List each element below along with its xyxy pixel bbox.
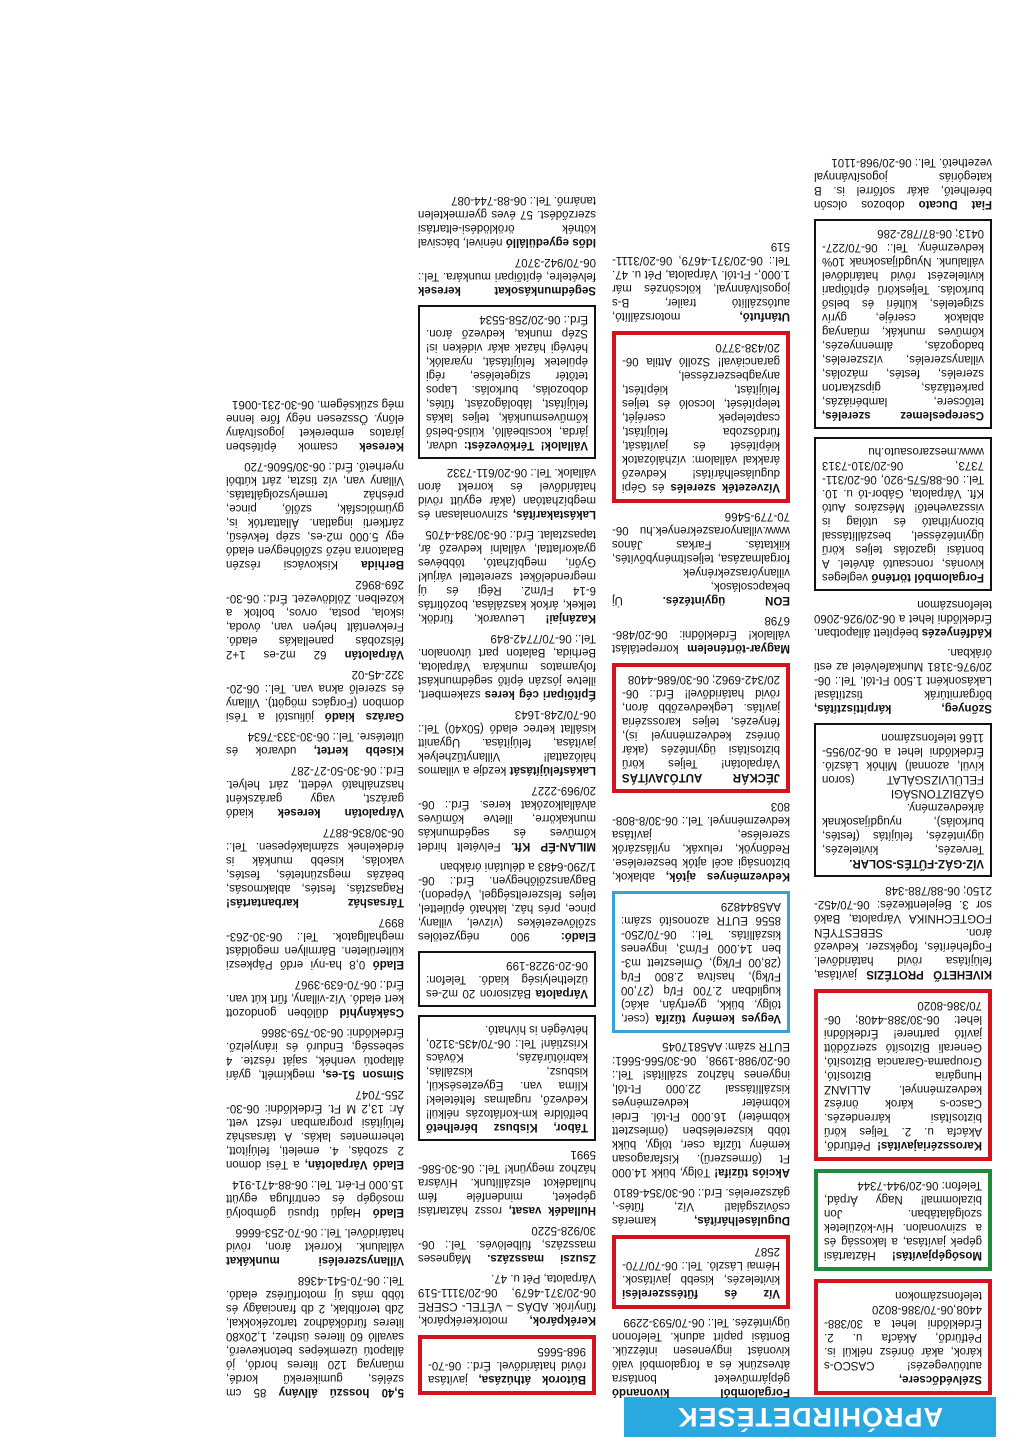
ad-body: felvételre, építőipari munkára. Tel.: 06-70/942-3707 <box>418 256 596 282</box>
ad-body: Bázisoron 20 m2-es üzlethelyiség kiadó. Telefon: 06-20-9228-199 <box>426 959 588 999</box>
classified-ad <box>226 1025 404 1081</box>
ad-body: Pétfürdő, Akácfa u. 2. Teljes körű biztosítási kárrendezés. Casco-s károk önrész kedvezménnyel. ALLIANZ Hungária Biztosító, Groupama-Garancia Biztosító, Generali Biztosító szerződött javító partnere! Érdeklődni lehet: 06-30/388-4408; 06-70/386-8020 <box>824 999 982 1151</box>
ad-title: Villanyszerelési munkákat <box>226 1254 404 1266</box>
ad-body: Ragasztás, festés, ablakmosás, beázás megszüntetés, festés, vakolás, kisebb munkák is érdekelnek számlaképesen. Tel.: 06-30/836-8877 <box>226 826 404 894</box>
ad-text <box>418 1271 596 1327</box>
ad-body: udvar, járda, kocsibeálló, külső-belső kőművesmunkák, teljes lakás felújítást, lábolágozást, fűtés, dobozolás, burkolás. Lapos tetőtér szigetelése, régi épületek felújítását, nyaralók, hétvégi házak akár vidéken is! Szép munka, kedvező áron. Érd.: 06-20/258-5534 <box>426 313 588 451</box>
ad-title: Szőnyeg, kárpittisztítás, <box>814 702 992 714</box>
boxed-classified-ad <box>814 437 992 591</box>
ad-text <box>814 155 992 211</box>
ad-body: motorkerékpárok, fűnyírók. ADÁS – VÉTEL- CSERE 06-20/371-4679, 06-20/3111-519 Várpalota, Pét u. 47. <box>418 1272 596 1326</box>
boxed-classified-ad <box>612 331 790 503</box>
ad-title: Keresek <box>359 440 404 452</box>
ad-column-1 <box>814 149 992 1399</box>
classified-ad <box>226 763 404 819</box>
ad-title: Utánfutó, <box>739 310 790 322</box>
ad-title: Vegyes kemény tűzifa <box>655 1012 781 1024</box>
ad-column-4 <box>226 391 404 1399</box>
ad-text <box>428 1344 586 1386</box>
ad-title: MILAN-ÉP Kft. <box>511 840 596 852</box>
classified-ad <box>226 459 404 571</box>
ad-title: Csákányhíd <box>339 1006 404 1018</box>
classified-ad <box>612 239 790 323</box>
ad-title: Akciós tűzifa! <box>714 1166 790 1178</box>
ad-text <box>418 527 596 625</box>
ad-title: Tábor, Kisbusz bérelhető <box>426 1121 588 1133</box>
classified-ad <box>612 509 790 607</box>
ad-text <box>226 397 404 453</box>
classified-ad <box>226 667 404 723</box>
ad-text <box>226 1025 404 1081</box>
ad-title: Lakásfelújítását <box>509 764 596 776</box>
ad-text <box>418 1147 596 1217</box>
classified-ad <box>226 1177 404 1219</box>
ad-body: vállalunk. Korrekt áron, rövid határidővel. Tel.: 06-70-253-6666 <box>226 1226 404 1252</box>
ad-text <box>612 1039 790 1179</box>
ad-body: javítása, felújítása rövid határidővel. Fogfehérítés, fogékszer. Kedvező áron. SEBESTYÉN FOGTECHNIKA Várpalota, Bakó sor 3. Bejelentkezés: 06-70/452-2150; 06-88/788-348 <box>814 884 992 980</box>
ad-body: megkímélt, gyári állapotú venhék, saját részte. 4 sebesség, Enduró és irányjelző. Érdeklődni: 06-30-759-3866 <box>225 1026 404 1080</box>
boxed-classified-ad <box>418 951 596 1007</box>
ad-title: Mosógépjavítás! <box>891 1249 982 1261</box>
classified-ad <box>418 707 596 777</box>
ad-text <box>612 799 790 883</box>
ad-title: Bútorok áthúzása, <box>478 1373 586 1385</box>
ad-text <box>426 1022 588 1134</box>
ad-body: dobozos olcsón bérelhető, akár sofőrrel is. B kategóriás jogosítvánnyal vezethető. Tel.: 06-20/968-1101 <box>814 156 992 210</box>
ad-body: (cser, tölgy, bükk, gyertyán, akác) kuglidban 2.700 Ft/q (27,00 Ft/kg), hasítva 2.800 Ft/q (28,00 Ft/kg), Ömlesztett m3-ben 14.000 Ft/m3, ingyenes kiszállítás. Tel.: 06-70/250-8556 EUTR azonosító szám: AA5844829 <box>621 900 781 1024</box>
ad-text <box>612 239 790 323</box>
ad-text <box>226 1225 404 1267</box>
boxed-classified-ad <box>814 723 992 877</box>
ad-title: 5,40 hosszú állvány <box>278 1386 404 1398</box>
ad-body: a Tési domon 2 szobás, 4. emeleti, felújított, tehermentes lakás. A társasház felújítási programban részt vett. Ár: 13,2 M Ft. Érdeklődni: 06-30-255-7047 <box>226 1088 404 1170</box>
boxed-classified-ad <box>418 305 596 459</box>
ad-body: Hajdú típusú gőmbolyű mosógép és centrifuga együtt 15.000 Ft-ért. Tel.: 06-88-471-914 <box>226 1178 404 1218</box>
ad-title: Forgalomból kivonandó <box>612 1386 790 1398</box>
ad-body: kiadó garázst, vagy garázsként használható védett, zárt helyet. Erd.: 06-30-50-27-287 <box>226 764 404 818</box>
boxed-classified-ad <box>814 989 992 1161</box>
ad-body: beépített állapotban. Érdeklődni lehet a 06-20/926-2060 telefonszámon <box>814 598 992 638</box>
ad-body: belföldre km-korlátozás nélkül! Kedvező, rugalmas feltételek! Klíma van. Egyezteséskül, kisbusz, kiszállás, kabriótúrázás, Kövács Krisztián! Tel.: 06-70/435-3120, hétvégén is hívható. <box>426 1023 588 1119</box>
ad-text <box>226 667 404 723</box>
boxed-classified-ad <box>418 1015 596 1141</box>
ad-text <box>612 509 790 607</box>
ad-body: bőrgarnitúrák tisztítása! Lakásonként 1.500 Ft-tól. Tel.: 06-20/976-3181 Munkafelvétel az esti órákban. <box>814 646 992 700</box>
ad-title: JÉCKÁR AUTÓJAVÍTÁS <box>622 771 780 783</box>
ad-text <box>612 613 790 655</box>
boxed-classified-ad <box>612 1235 790 1309</box>
ad-column-2 <box>612 233 790 1399</box>
ad-body: vegleges kivonás, roncsautó átvétel. A bontási igazolás teljes körű ügyintézéssel, beszállítással bizonyítható és utólag is visszavehető! Mészáros Autó Kft. Várpalota, Gábor-tó u. 10. Tel.: 06-88/575-920, 06-20/311-7373, 06-20/310-7313 www.meszarosauto.hu <box>821 445 984 583</box>
ad-text <box>226 825 404 909</box>
classified-ad <box>226 397 404 453</box>
ad-title: Építőipari cég keres <box>484 688 596 700</box>
ad-text <box>824 1288 982 1386</box>
ad-title: Várpalotán keresek <box>277 806 404 818</box>
ad-text <box>824 1178 982 1262</box>
ad-body: Új bekapcsolások, villanyóraszekrények forgalmazása, teljesítménybővítés, kiiktatás. Farkas János www.villanyoraszekrenyek.hu 06-70-779-5466 <box>612 510 790 606</box>
ad-text <box>822 226 984 422</box>
ad-text <box>814 597 992 639</box>
ad-title: Kerékpárok, <box>529 1314 596 1326</box>
ad-body: csamok építésben járatos embereket jogosítvány előny. Összesen négy főre lenne még szükségem. 06-30-231-0061 <box>226 398 404 452</box>
ad-body: kamerás csővizsgálat! Víz, fűtés-, gázszerelés. Erd.: 06-30/354-6810 <box>612 1186 790 1226</box>
ad-text <box>226 763 404 819</box>
ad-title: Fiat Ducato <box>918 198 992 210</box>
ad-text <box>622 672 780 784</box>
classified-ad <box>418 783 596 853</box>
classified-ad <box>226 729 404 757</box>
ad-text <box>622 340 780 494</box>
ad-body: Felvételt hirdet kőműves és segédmunkás munkakörre, illetve kőműves alvállalkozókat keres. Érd.: 06-20/969-2227 <box>418 784 596 852</box>
classified-ad <box>226 577 404 661</box>
ad-body: 85 cm szélés, gumikerekű kordé, műanyag 120 literes hordó, jó állapotú üzemképes betonkeverő, savalló 60 literes üsthez, 1,20x80 literes fürdőkádhoz tartozékokkal, 2db terofiblak, 2 db franciaágy és több más új motorfűrész eladó. Tel.: 06-70-541-4368 <box>226 1274 404 1398</box>
ad-text <box>822 730 984 870</box>
ad-title: Garázs kiadó <box>324 710 404 722</box>
ad-text <box>622 1244 780 1300</box>
ad-body: 62 m2-es 1+2 félszobás panellakás eladó. Frekventált helyen van, óvoda, iskola, posta, orvos, boltok a közelben. Zöldövezet. Érd.: 06-30-269-8962 <box>226 578 404 660</box>
classified-ad <box>612 1315 790 1399</box>
ad-body: motorszállító, autószállító trailer, B-s jogosítvánnyal, kölcsönzés már 1.000,- Ft-tól. Várpalota, Pét u. 47. Tel.: 06-20/371-4679, 06-20/3111-519 <box>612 240 790 322</box>
classified-ad <box>418 1147 596 1217</box>
ad-title: Kazánjai! <box>545 612 596 624</box>
classified-ad <box>226 1273 404 1399</box>
ad-body: ablakok, biztonsági acél ajtók beszerelése. Redőnyök, reluxák, nyílászárók szerelése, javítása kedvezménnyel. Tel.: 06-30/8-808-803 <box>612 800 790 882</box>
ad-column-3 <box>418 187 596 1399</box>
ad-title: Eladó: <box>560 930 596 942</box>
ad-title: Kádfényezés <box>921 626 992 638</box>
ad-body: szinvonalasan és megbízhatóan (akár együtt rövid határidővel és korrekt áron vállalok. Tel.: 06-20/611-7332 <box>418 466 596 520</box>
classified-ad <box>226 977 404 1019</box>
ad-text <box>814 645 992 715</box>
classified-ad <box>418 631 596 701</box>
ad-body: szakembert, illetve jószán építő segédmunkást folyamatos munkára Várpalota, Berhida, Balaton part útvonalon. Tel.: 06-70/7742-849 <box>417 632 596 700</box>
ad-body: Leuvarok, fürdök, telkek, árkok kaszálása, bozótirtás 6-14 Ft/m2. Régi és új megrendelőket szeretettel várjuk! Győri, megbízható, többéves gyakorlattal, vállalni kedvező ár, tapasztalat. Érd.: 06-30/384-4705 <box>418 528 596 624</box>
ad-title: Idős egyedülálló <box>505 236 596 248</box>
ad-title: KIVEHETŐ PROTÉZIS <box>866 968 992 980</box>
ad-text <box>418 465 596 521</box>
ad-body: kivitelezés, kisebb javítások. Hémai László. Tel.: 06-70/770-2587 <box>622 1245 780 1285</box>
ad-title: Duguláselhárítás, <box>694 1214 790 1226</box>
ad-title: Berhida <box>361 558 404 570</box>
ad-body: Várpalotán! Teljes körű biztosítási ügyintézés (akár önrész kedvezménnyel is), fényezés, teljes karosszéria javítás. Legkedvezőbb áron, rövid határidővel! Érd.: 06-20/342-6962; 06-30/686-4408 <box>622 673 780 769</box>
ad-body: Kiskovácsi részén Balatonra néző szőlőhegyen eladó egy 5.000 m2-es, szép fekvésű, zártkerti ingatlan. Állattartók is, gyümölcsfák, szőlő, pince, présház termelyszolgáltatás. Villany van, víz tiszta, zárt kútból nyerhető. Érd.: 06-30/5606-720 <box>226 460 404 570</box>
ad-body: Tervezés, kivitelezés, ügyintézés, felújítás (festés, burkolás), nyugdíjasoknak árkedvezmény. GÁZBIZTONSÁGI FELÜLVIZSGÁLAT (soron kívül, azonnal) Mihók László. Érdeklődni lehet a 06-20/955-1166 telefonszámon <box>822 731 984 855</box>
ad-text <box>824 998 982 1152</box>
ad-text <box>822 444 984 584</box>
ad-text <box>612 1315 790 1399</box>
ad-text <box>621 899 781 1025</box>
ad-text <box>418 707 596 777</box>
ad-text <box>426 312 588 452</box>
ad-title: Víz és fűtésszerelési <box>622 1287 780 1299</box>
ad-title: Szélvédőcsere, <box>898 1373 982 1385</box>
ad-body: rossz háztartási gépeket, mindenféle fém hulladékot elszállítunk. Hívásra házhoz megyünk! Tel.: 06-30-586-5991 <box>418 1148 596 1216</box>
ad-title: Kisebb kertet, <box>313 744 404 756</box>
classified-ad <box>612 1039 790 1179</box>
classified-ad <box>226 915 404 971</box>
ad-title: Eladó Várpalotán, <box>304 1158 404 1170</box>
boxed-classified-ad <box>814 1279 992 1395</box>
ad-text <box>226 977 404 1019</box>
ad-title: Vállalok! Térkövezést: <box>463 439 588 451</box>
ad-title: VÍZ-GÁZ-FŰTÉS-SOLAR. <box>849 857 984 869</box>
ad-text <box>226 1177 404 1219</box>
classified-ad <box>814 883 992 981</box>
ad-text <box>226 1087 404 1171</box>
ad-body: Mágneses masszázs, fülbelövés. Tel.: 06-30/928-5220 <box>418 1224 596 1264</box>
ad-title: Kedvezményes ajtók, <box>665 870 790 882</box>
ad-text <box>418 783 596 853</box>
boxed-classified-ad <box>612 663 790 793</box>
ad-title: Vízvezeték szerelés <box>670 481 780 493</box>
classified-ad <box>418 527 596 625</box>
ad-title: Lakástakarítás, <box>512 508 596 520</box>
classified-ad <box>612 1185 790 1227</box>
classified-ad <box>814 597 992 639</box>
ad-text <box>226 915 404 971</box>
ad-text <box>418 255 596 297</box>
ad-text <box>226 1273 404 1399</box>
ad-body: udvarok és ültetésre. Tel.: 06-30-333-7634 <box>226 730 404 756</box>
ad-title: Eladó <box>372 958 404 970</box>
ad-text <box>814 883 992 981</box>
ad-title: Cserepeslemez szerelés, <box>822 409 984 421</box>
boxed-classified-ad <box>418 1335 596 1395</box>
ad-body: javítása rövid határidővel. Érd.: 06-70-968-5665 <box>427 1345 586 1385</box>
ad-title: Társasház karbantartás! <box>226 896 404 908</box>
ad-body: Tölgy, bükk 14.000 Ft (őrmeszerű). Kisfaragosan kemény tűzifa cser, tölgy, bükk több kiszerelésben (ömlesztett köbméter) 16.000 Ft-tól. Erdei köbméter kedvezményes kiszállítással 22.000 Ft-tól, ingyenes házhoz szállítás! Tel.: 06-20/988-1998, 06-30/566-5661: EUTR szám: AA5817045 <box>612 1040 790 1178</box>
classified-ad <box>418 1223 596 1265</box>
ad-title: Várpalotán <box>344 648 404 660</box>
ad-title: Forgalomból történő <box>871 571 984 583</box>
classified-ad <box>418 465 596 521</box>
ad-body: és Gépi duguláselhárítás! Kedvező árakkal vállalom: vízhálózatok kiépítését és javítását, fürdőszoba felújítást, csaptelepek cseréjét, telepítését, locsoló és teljes felújítást, kiépítést, anyagbeszerzéssel, garanciával! Szolló Attila 06-20/438-3770 <box>622 341 780 493</box>
classified-ad <box>418 859 596 943</box>
boxed-classified-ad <box>612 891 790 1033</box>
ad-title: Simson 51-es, <box>322 1068 404 1080</box>
section-banner: APRÓHIRDETÉSEK <box>624 1397 996 1437</box>
ad-body: dűlőben gondozott kert eladó. Víz-villany, fűrt kút van. Érd.: 06-70-639-3967 <box>226 978 404 1018</box>
ad-text <box>418 631 596 701</box>
ad-body: kezdje a villamos hálózattal! Villanytűzhelyek javítása, felújítása. Ugyanitt kisállat ketrec eladó (50x40) Tel.: 06-70/248-1643 <box>418 708 596 776</box>
ad-text <box>418 193 596 249</box>
classified-ad <box>418 255 596 297</box>
ad-text <box>418 1223 596 1265</box>
ad-body: júliustól a Tési dombon (Forgács mögött). Villany és szerelő akna van. Tel.: 06-20-322-45-02 <box>226 668 404 722</box>
ad-text <box>226 729 404 757</box>
classified-ad <box>612 799 790 883</box>
ad-title: Karosszériajavítás! <box>877 1139 982 1151</box>
ad-title: Eladó <box>372 1206 404 1218</box>
classified-ad <box>612 613 790 655</box>
ad-text <box>612 1185 790 1227</box>
ad-body: 0,8 ha-nyi erdő Pápkeszi külterületen. Bármilyen megoldást meghallgatok. Tel.: 06-30-263-8997 <box>226 916 404 970</box>
classified-ad <box>226 825 404 909</box>
ad-body: gépjárműveket bontásra átveszünk és a forgalomból való kivonást ingyenesen intézzük. Bontási papírt adunk. Telefonon ügyintézés. Tel.: 06-70/593-2299 <box>612 1316 790 1384</box>
ad-body: autóüvegezés! CASCO-s károk, akár önrész nélkül is. Pétfürdő, Akácfa u. 2. Érdeklődni lehet a 30/388-4408,06-70/386-8020 telefonszámokon <box>824 1289 982 1371</box>
ad-title: Hulladék vasat, <box>508 1204 596 1216</box>
ad-text <box>418 859 596 943</box>
ad-title: Segédmunkásokat keresek <box>418 284 596 296</box>
boxed-classified-ad <box>814 1169 992 1271</box>
ad-title: Magyar-történelem <box>687 642 790 654</box>
boxed-classified-ad <box>814 219 992 429</box>
ad-body: korrepetálást vállalok! Érdeklődni: 06-20/486-6798 <box>612 614 790 654</box>
ad-body: nénivel, bácsival kötnék öröklödési-eltartási szerződést. 57 éves gyermektelen tanárnő. Tel.: 06-88-744-087 <box>417 194 596 248</box>
ad-title: EON ügyintézés. <box>662 594 790 606</box>
ad-text <box>226 459 404 571</box>
ad-title: Zsuzsi masszázs. <box>487 1252 596 1264</box>
ad-text <box>426 958 588 1000</box>
classified-ad <box>418 193 596 249</box>
ad-body: tetőcsere, lambériázás, parkettázás, gipszkarton szerelés, festés, mázolás, villanyszerelés, vízszerelés, badogozás, álmennyezés, kőműves munkák, műanyag ablakok cseréje, gyrív szigetelés, kültéri és belső burkolás. Teljeskörű építőipari kivitelezést rövid határidővel vállalunk. Nyugdíjasoknak 10% kedvezmény. Tel.: 06-70/227-0413; 06-87/782-286 <box>822 227 984 407</box>
classified-ad <box>418 1271 596 1327</box>
ad-title: Várpalota <box>535 987 588 999</box>
classified-ad <box>226 1087 404 1171</box>
classified-ad <box>814 155 992 211</box>
classified-ad <box>226 1225 404 1267</box>
ad-body: 900 négyzetöles szőlővezetékes (vízvel, villany, pince, prés ház, lakható épülettel, teljes felszereltséggel, Vépedon). Bagyanszőlőhegyen. Érd.: 06-1/290-6483 a délutáni órákban <box>418 860 596 942</box>
ad-text <box>226 577 404 661</box>
ad-body: Háztartási gépek javítása, a lakosság és a szinvonalon. Hív-közületek szolgálatában. Jon bizalommal! Nagy Árpád, Telefon: 06-20/944-7344 <box>824 1179 982 1261</box>
classified-ad <box>814 645 992 715</box>
